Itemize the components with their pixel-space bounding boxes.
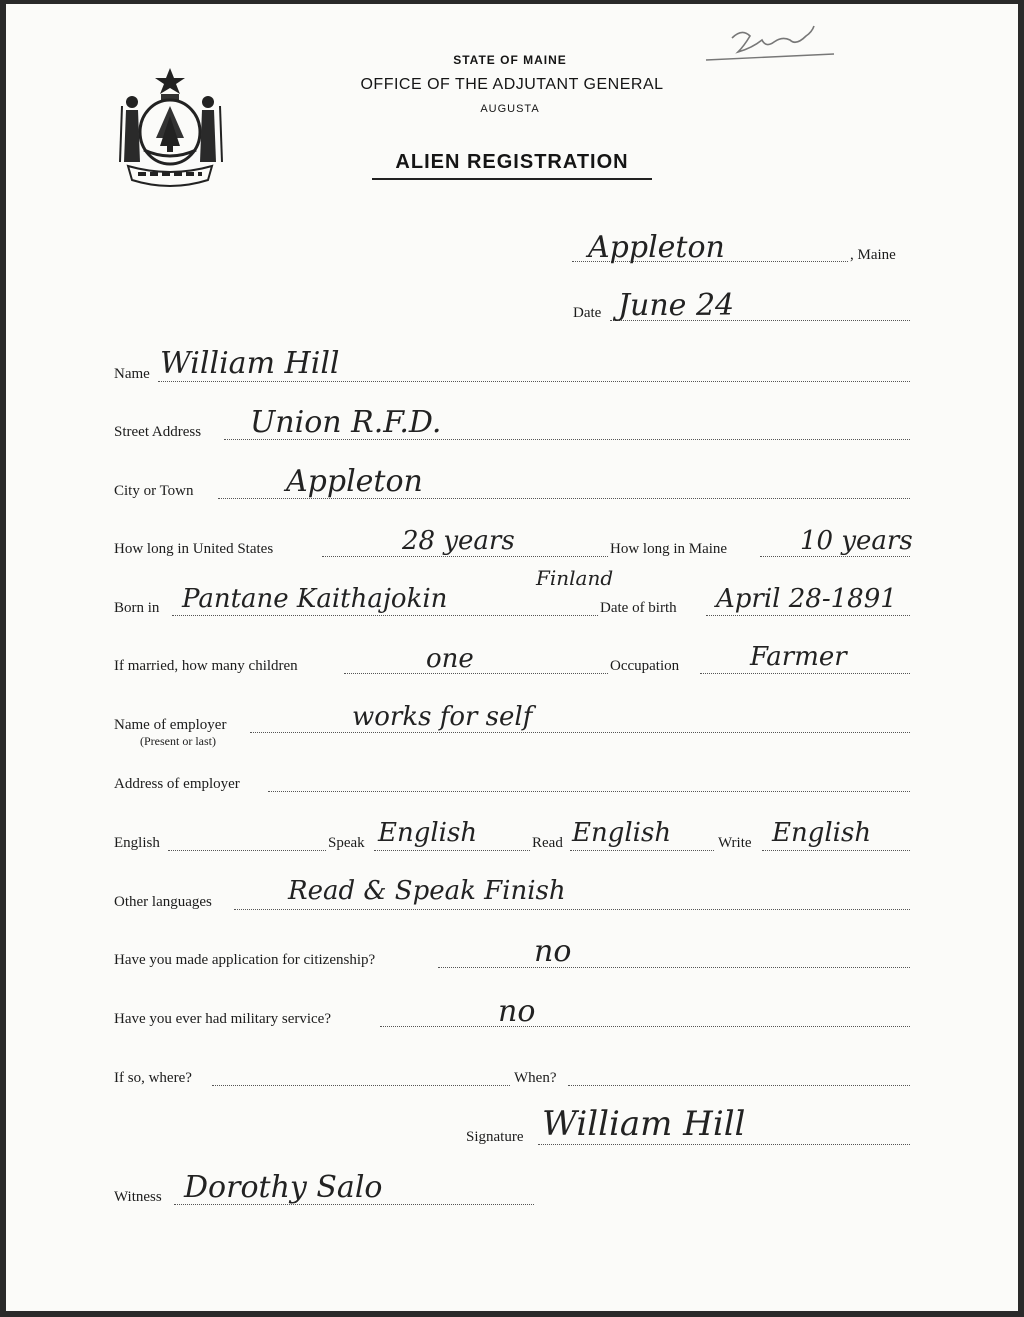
date-of-birth-value[interactable]: April 28-1891 (716, 584, 897, 614)
how-long-us-value[interactable]: 28 years (402, 526, 515, 556)
write-line (762, 850, 910, 851)
military-label: Have you ever had military service? (114, 1011, 331, 1027)
signature-line (538, 1144, 910, 1145)
read-line (570, 850, 714, 851)
occupation-line (700, 673, 910, 674)
other-languages-line (234, 909, 910, 910)
header-office: OFFICE OF THE ADJUTANT GENERAL (360, 76, 664, 93)
date-value[interactable]: June 24 (618, 288, 735, 323)
employer-address-line (268, 791, 910, 792)
how-long-us-line (322, 556, 608, 557)
employer-address-label: Address of employer (114, 776, 240, 792)
occupation-label: Occupation (610, 658, 680, 674)
where-line (212, 1085, 510, 1086)
military-line (380, 1026, 910, 1027)
military-value[interactable]: no (498, 994, 536, 1029)
employer-name-value[interactable]: works for self (352, 702, 533, 732)
citizenship-value[interactable]: no (534, 934, 572, 969)
children-line (344, 673, 608, 674)
street-value[interactable]: Union R.F.D. (250, 405, 442, 440)
witness-label: Witness (114, 1189, 162, 1205)
how-long-us-label: How long in United States (114, 541, 274, 557)
name-line (158, 381, 910, 382)
born-country-value[interactable]: Finland (536, 566, 614, 590)
header-state: STATE OF MAINE (453, 53, 567, 67)
name-value[interactable]: William Hill (160, 346, 340, 381)
employer-note-label: (Present or last) (140, 734, 216, 748)
other-languages-label: Other languages (114, 894, 212, 910)
write-value[interactable]: English (772, 818, 872, 848)
street-label: Street Address (114, 424, 202, 440)
employer-name-label: Name of employer (114, 717, 227, 733)
when-line (568, 1085, 910, 1086)
where-label: If so, where? (114, 1070, 192, 1086)
read-label: Read (532, 835, 563, 851)
write-label: Write (718, 835, 752, 851)
title-underline (372, 178, 652, 180)
town-value[interactable]: Appleton (588, 230, 725, 265)
born-in-line (172, 615, 598, 616)
children-value[interactable]: one (426, 644, 474, 674)
how-long-maine-line (760, 556, 910, 557)
date-label: Date (573, 305, 602, 321)
name-label: Name (114, 366, 150, 382)
date-of-birth-line (706, 615, 910, 616)
citizenship-label: Have you made application for citizenship? (114, 952, 376, 968)
signature-value[interactable]: William Hill (542, 1104, 746, 1144)
speak-line (374, 850, 530, 851)
witness-value[interactable]: Dorothy Salo (184, 1170, 383, 1205)
city-label: City or Town (114, 483, 194, 499)
other-languages-value[interactable]: Read & Speak Finish (288, 876, 566, 906)
when-label: When? (514, 1070, 557, 1086)
maine-label: , Maine (850, 247, 896, 263)
date-of-birth-label: Date of birth (600, 600, 677, 616)
registration-form-page (6, 4, 1018, 1311)
english-line (168, 850, 326, 851)
how-long-maine-value[interactable]: 10 years (800, 526, 913, 556)
city-value[interactable]: Appleton (286, 464, 423, 499)
born-in-value[interactable]: Pantane Kaithajokin (182, 584, 448, 614)
form-title: ALIEN REGISTRATION (395, 151, 629, 173)
employer-name-line (250, 732, 910, 733)
header-city: AUGUSTA (480, 103, 540, 115)
citizenship-line (438, 967, 910, 968)
how-long-maine-label: How long in Maine (610, 541, 728, 557)
speak-label: Speak (328, 835, 365, 851)
signature-label: Signature (466, 1129, 524, 1145)
read-value[interactable]: English (572, 818, 672, 848)
occupation-value[interactable]: Farmer (750, 642, 847, 672)
born-in-label: Born in (114, 600, 160, 616)
english-label: English (114, 835, 160, 851)
speak-value[interactable]: English (378, 818, 478, 848)
children-label: If married, how many children (114, 658, 298, 674)
